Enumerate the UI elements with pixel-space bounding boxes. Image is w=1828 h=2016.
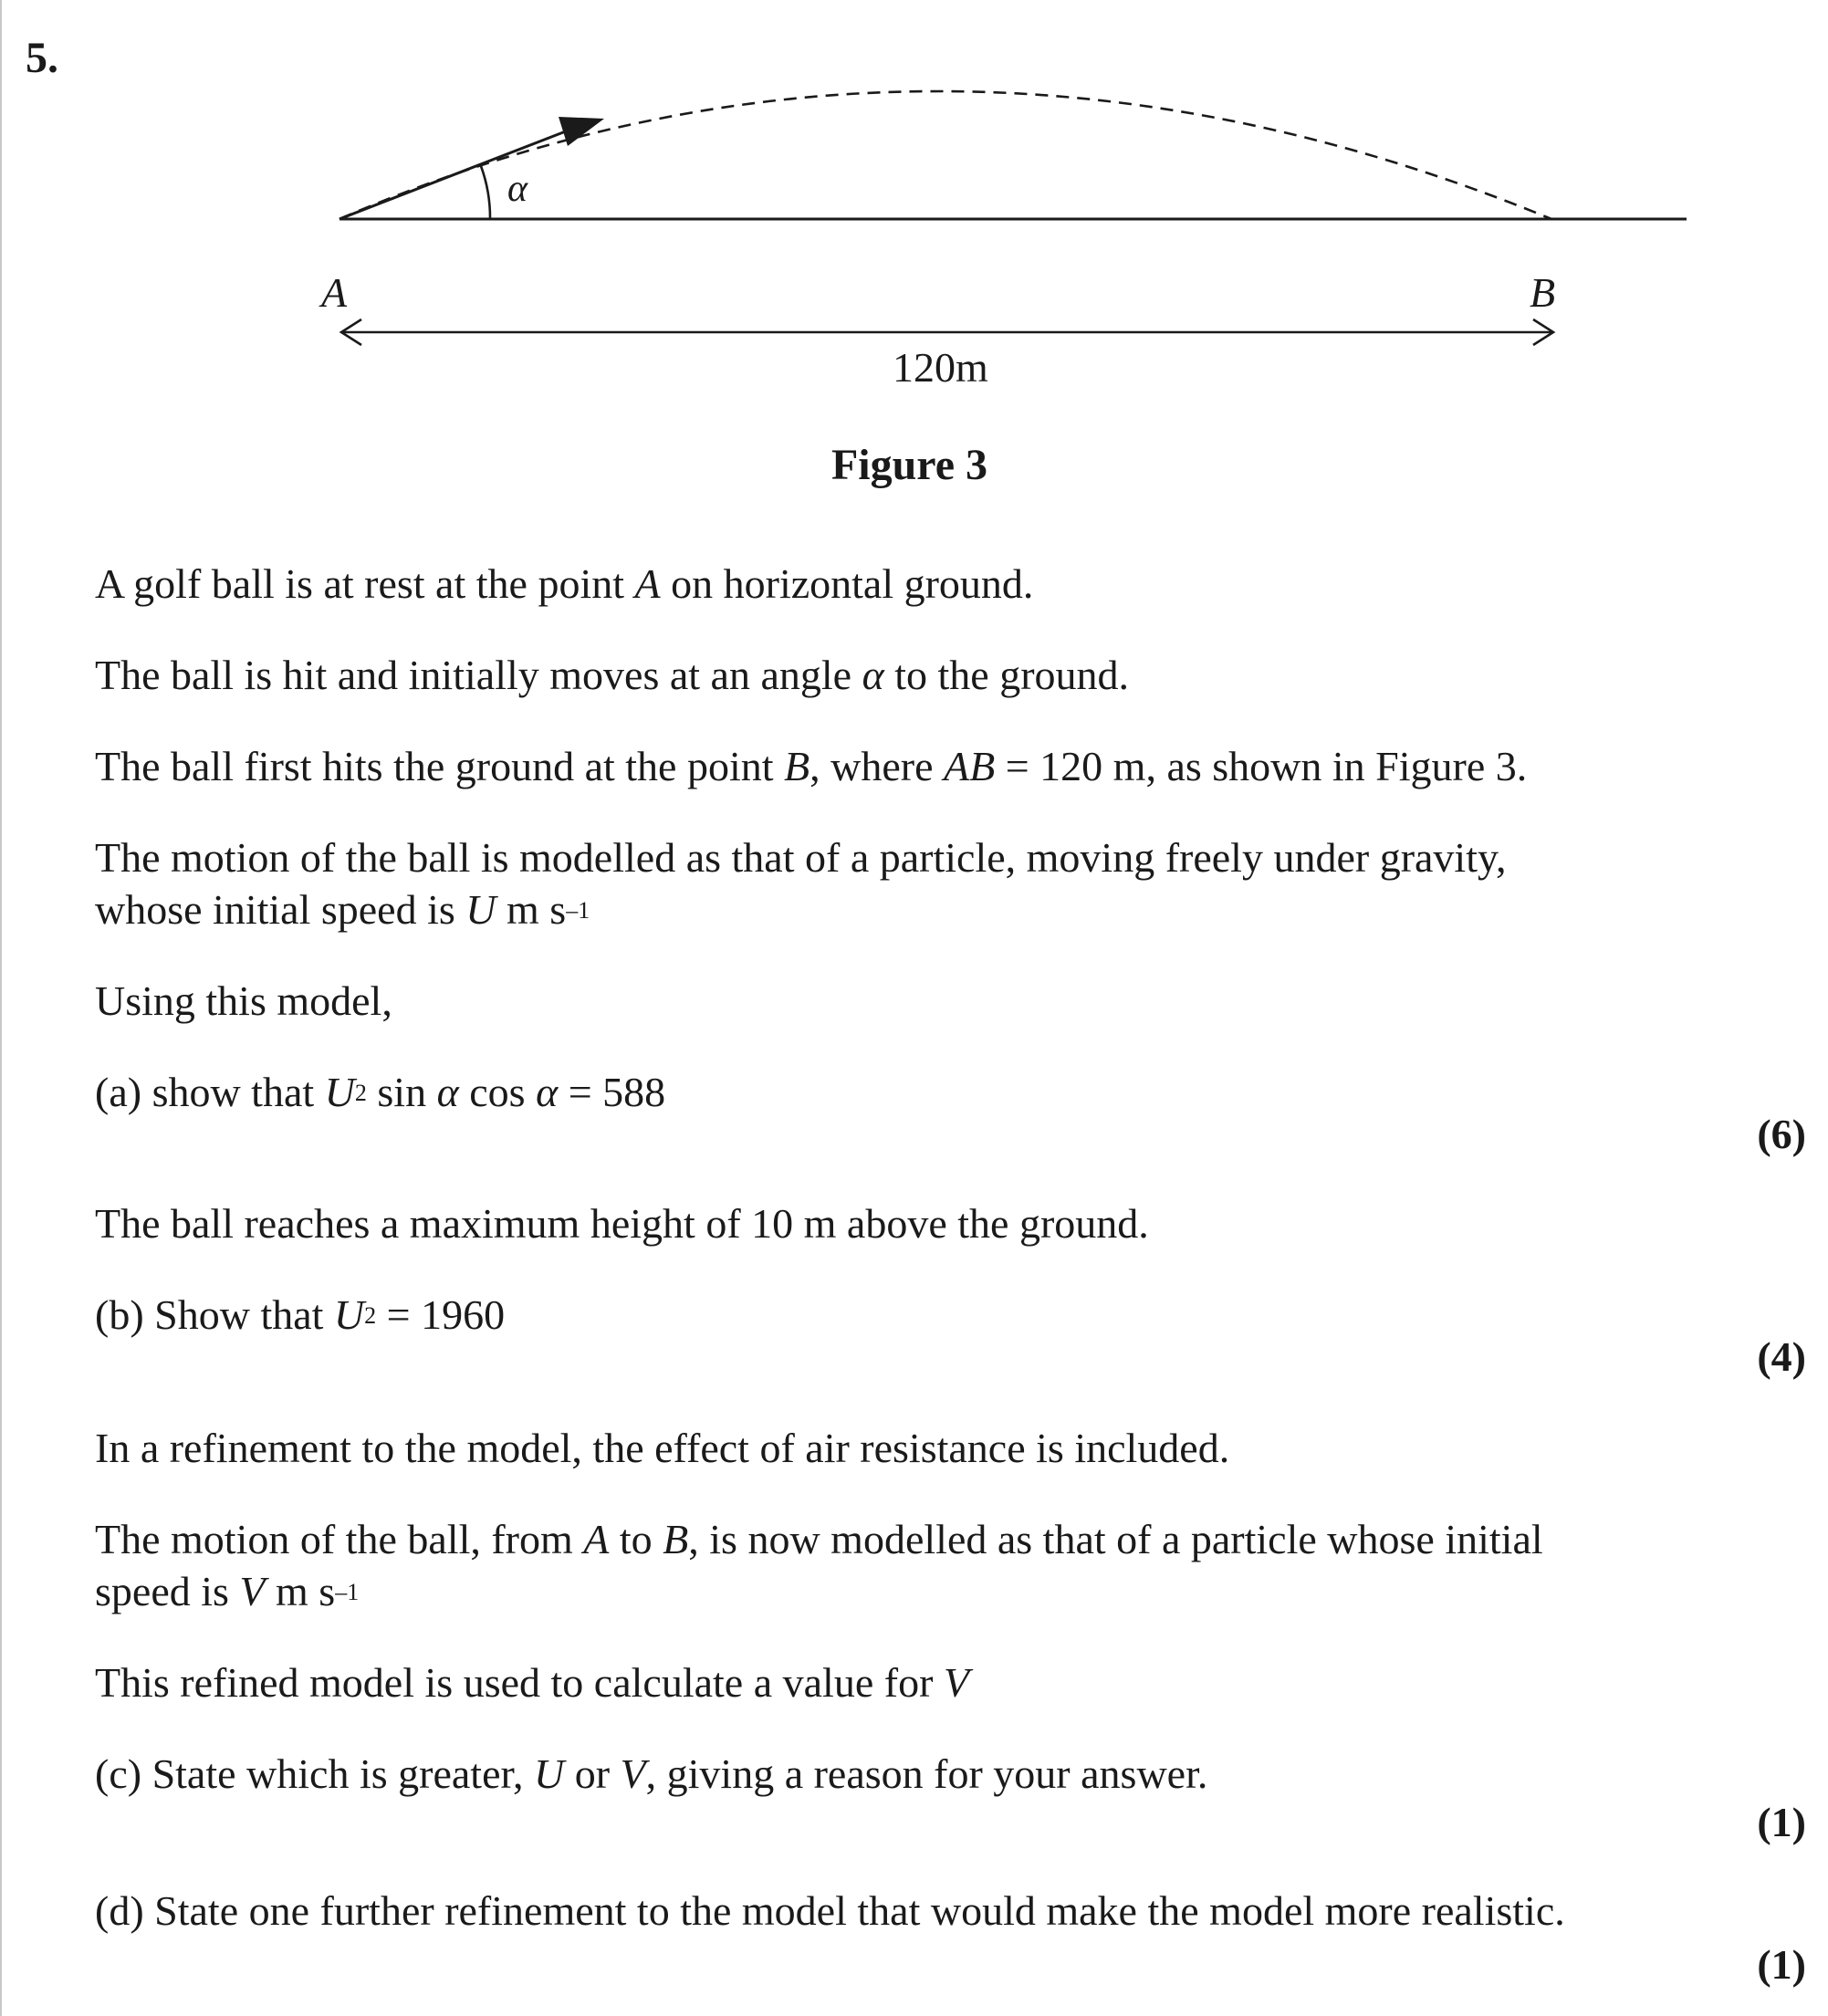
para-first-hits-ground: The ball first hits the ground at the point B, where AB = 120 m, as shown in Figure 3.: [95, 743, 1528, 789]
marks-part-a: (6): [1757, 1111, 1806, 1157]
part-a-text: (a) show that $U^2$ sin α cos α = 588: [95, 1069, 666, 1115]
para-motion-model-line2: whose initial speed is U m $s^{-1}$: [95, 886, 590, 933]
part-d-text: (d) State one further refinement to the model that would make the model more realistic.: [95, 1887, 1565, 1934]
velocity-arrow-head: [559, 117, 604, 146]
para-ball-at-rest: A golf ball is at rest at the point A on horizontal ground.: [95, 560, 1034, 607]
marks-part-d: (1): [1757, 1941, 1806, 1988]
marks-part-b: (4): [1757, 1333, 1806, 1380]
para-refinement: In a refinement to the model, the effect of air resistance is included.: [95, 1425, 1230, 1471]
angle-arc: [481, 166, 490, 219]
point-a-label: A: [321, 269, 348, 316]
velocity-arrow: [339, 128, 575, 219]
point-b-label: B: [1530, 269, 1556, 316]
para-ball-hit: The ball is hit and initially moves at an angle α to the ground.: [95, 652, 1130, 698]
para-using-model: Using this model,: [95, 977, 392, 1024]
part-b-text: (b) Show that $U^2 = 1960$: [95, 1291, 506, 1338]
figure-3-diagram: [0, 0, 1828, 429]
para-refined-motion-line1: The motion of the ball, from A to B, is now modelled as that of a particle whose initial: [95, 1516, 1543, 1562]
figure-caption: Figure 3: [830, 441, 988, 489]
angle-alpha-label: α: [507, 168, 528, 210]
para-motion-model-line1: The motion of the ball is modelled as that of a particle, moving freely under gravity,: [95, 834, 1507, 881]
distance-label: 120m: [893, 344, 988, 391]
question-number: 5.: [26, 34, 58, 82]
para-refined-motion-line2: speed is V m $s^{-1}$: [95, 1568, 360, 1614]
marks-part-c: (1): [1757, 1799, 1806, 1845]
para-max-height: The ball reaches a maximum height of 10 m above the ground.: [95, 1200, 1149, 1247]
para-calculate-v: This refined model is used to calculate a value for V: [95, 1659, 969, 1706]
part-c-text: (c) State which is greater, U or V, giving a reason for your answer.: [95, 1750, 1208, 1797]
